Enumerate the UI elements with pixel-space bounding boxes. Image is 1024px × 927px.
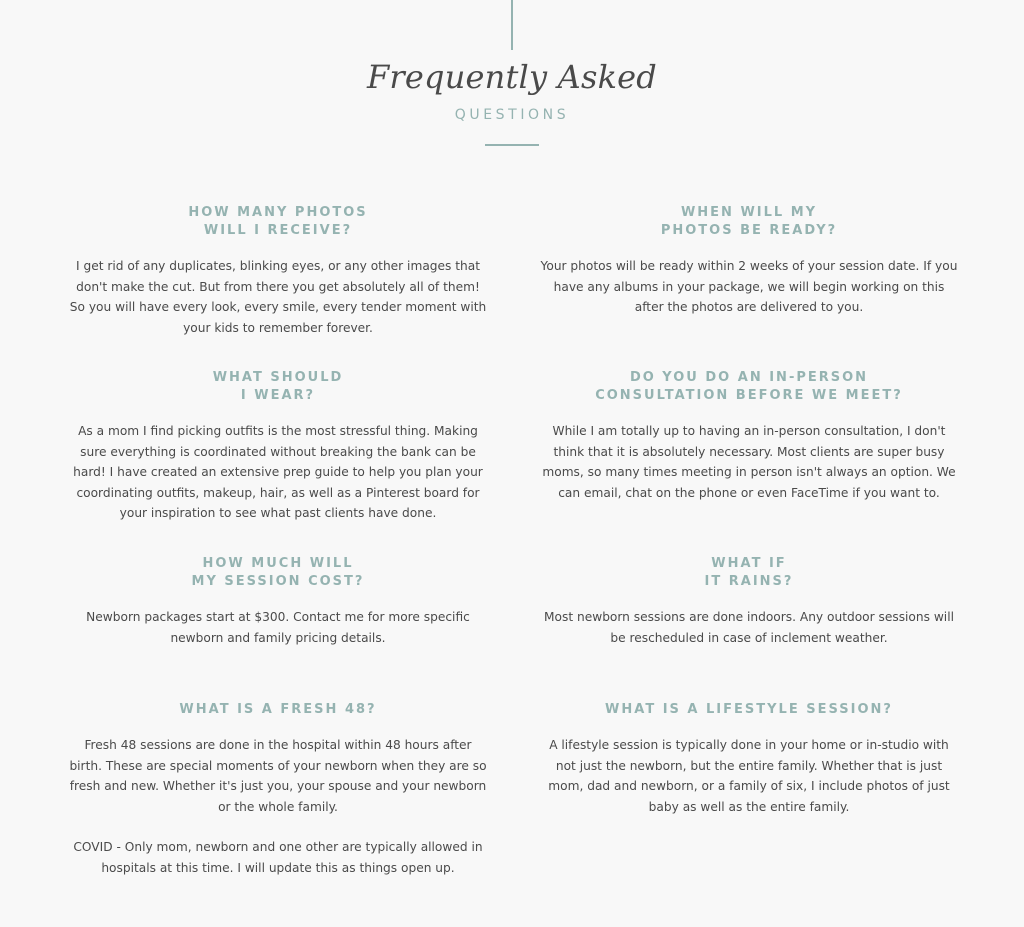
- faq-question: WHAT SHOULD I WEAR?: [212, 370, 344, 403]
- faq-answer: I get rid of any duplicates, blinking eyes, or any other images that don't make the cut. But from there you get absolutely all of them! So you will have every look, every smile, every tender moment with your kids to remember forever.: [69, 259, 487, 335]
- faq-question: HOW MANY PHOTOS WILL I RECEIVE?: [188, 205, 368, 238]
- faq-question: HOW MUCH WILL MY SESSION COST?: [191, 556, 365, 589]
- faq-item-what-to-wear: [68, 369, 488, 524]
- faq-answer: As a mom I find picking outfits is the most stressful thing. Making sure everything is coordinated without breaking the bank can be hard! I have created an extensive prep guide to help you plan your coordinating outfits, makeup, hair, as well as a Pinterest board for your inspiration to see what past clients have done.: [73, 424, 483, 520]
- faq-question: WHEN WILL MY PHOTOS BE READY?: [660, 205, 838, 238]
- faq-item-rain: [539, 555, 959, 648]
- faq-answer-covid-note: COVID - Only mom, newborn and one other are typically allowed in hospitals at this time. I will update this as things open up.: [73, 840, 483, 875]
- top-vertical-line: [511, 0, 513, 50]
- faq-item-fresh-48: [68, 701, 488, 878]
- faq-item-lifestyle: [539, 701, 959, 817]
- faq-question: WHAT IS A FRESH 48?: [179, 702, 377, 717]
- faq-answer: Your photos will be ready within 2 weeks of your session date. If you have any albums in your package, we will begin working on this after the photos are delivered to you.: [540, 259, 958, 314]
- faq-answer: A lifestyle session is typically done in your home or in-studio with not just the newborn, but the entire family. Whether that is just mom, dad and newborn, or a family of six, I include photos of just baby as well as the entire family.: [548, 738, 950, 814]
- faq-question: WHAT IS A LIFESTYLE SESSION?: [605, 702, 893, 717]
- page-subtitle: QUESTIONS: [454, 107, 570, 123]
- faq-item-consultation: [539, 369, 959, 503]
- faq-answer: Newborn packages start at $300. Contact me for more specific newborn and family pricing details.: [86, 610, 470, 645]
- faq-item-photos-count: [68, 204, 488, 338]
- page-title: Frequently Asked: [367, 58, 657, 96]
- faq-question: WHAT IF IT RAINS?: [704, 556, 794, 589]
- faq-answer: Fresh 48 sessions are done in the hospital within 48 hours after birth. These are special moments of your newborn when they are so fresh and new. Whether it's just you, your spouse and your newborn or the whole family.: [69, 738, 487, 814]
- faq-question: DO YOU DO AN IN-PERSON CONSULTATION BEFORE WE MEET?: [595, 370, 903, 403]
- title-divider: [485, 144, 539, 146]
- faq-answer: Most newborn sessions are done indoors. Any outdoor sessions will be rescheduled in case of inclement weather.: [544, 610, 954, 645]
- faq-answer: While I am totally up to having an in-person consultation, I don't think that it is absolutely necessary. Most clients are super busy moms, so many times meeting in person isn't always an option. We can email, chat on the phone or even FaceTime if you want to.: [542, 424, 956, 500]
- faq-item-session-cost: [68, 555, 488, 648]
- faq-item-photos-ready: [539, 204, 959, 318]
